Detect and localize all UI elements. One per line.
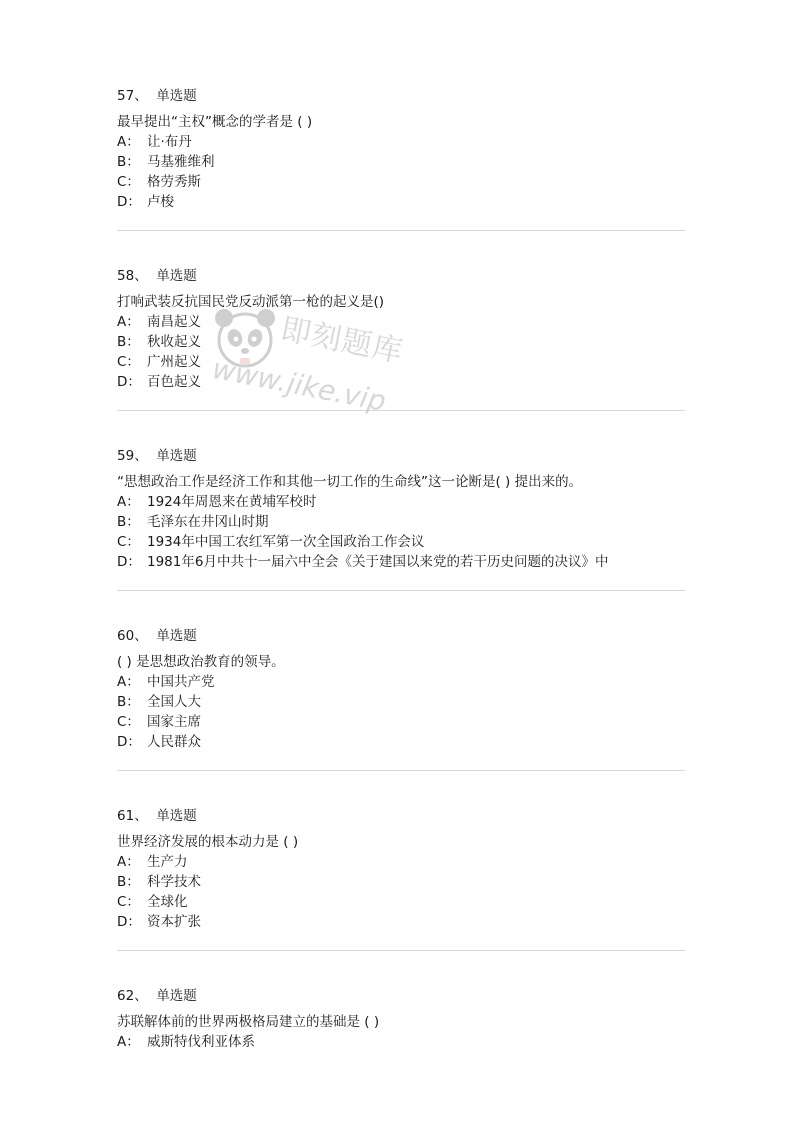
- option-letter: A：: [117, 854, 140, 870]
- question-header: [117, 626, 685, 646]
- question-divider: [117, 230, 685, 231]
- question-stem: 苏联解体前的世界两极格局建立的基础是 ( ): [117, 1014, 380, 1030]
- option-text: 科学技术: [147, 874, 201, 890]
- option-letter: D：: [117, 374, 141, 390]
- option-text: 人民群众: [147, 734, 201, 750]
- option-c[interactable]: [117, 352, 685, 372]
- option-letter: B：: [117, 874, 140, 890]
- option-b[interactable]: [117, 152, 685, 172]
- question-type: 单选题: [156, 88, 197, 104]
- option-a[interactable]: [117, 492, 685, 512]
- question-number: 60: [117, 628, 135, 644]
- option-letter: C：: [117, 894, 140, 910]
- question-stem: 打响武装反抗国民党反动派第一枪的起义是(): [117, 294, 385, 310]
- option-letter: B：: [117, 514, 140, 530]
- option-letter: C：: [117, 174, 140, 190]
- option-letter: A：: [117, 494, 140, 510]
- question-separator: 、: [134, 268, 148, 284]
- question-58: [117, 266, 685, 392]
- question-59: [117, 446, 685, 572]
- option-letter: A：: [117, 314, 140, 330]
- option-letter: A：: [117, 134, 140, 150]
- option-c[interactable]: [117, 892, 685, 912]
- option-text: 国家主席: [147, 714, 201, 730]
- question-header: [117, 986, 685, 1006]
- option-text: 全球化: [147, 894, 188, 910]
- question-type: 单选题: [156, 988, 197, 1004]
- question-separator: 、: [134, 88, 148, 104]
- option-text: 生产力: [147, 854, 188, 870]
- option-letter: B：: [117, 154, 140, 170]
- question-number: 57: [117, 88, 135, 104]
- option-d[interactable]: [117, 192, 685, 212]
- question-separator: 、: [134, 448, 148, 464]
- option-letter: D：: [117, 194, 141, 210]
- option-b[interactable]: [117, 692, 685, 712]
- option-letter: A：: [117, 1034, 140, 1050]
- question-number: 59: [117, 448, 135, 464]
- option-a[interactable]: [117, 672, 685, 692]
- option-letter: C：: [117, 714, 140, 730]
- option-c[interactable]: [117, 712, 685, 732]
- question-header: [117, 266, 685, 286]
- question-stem: 世界经济发展的根本动力是 ( ): [117, 834, 299, 850]
- option-text: 卢梭: [147, 194, 174, 210]
- question-divider: [117, 590, 685, 591]
- question-divider: [117, 950, 685, 951]
- option-text: 南昌起义: [147, 314, 201, 330]
- question-stem: ( ) 是思想政治教育的领导。: [117, 654, 285, 670]
- option-text: 1934年中国工农红军第一次全国政治工作会议: [147, 534, 425, 550]
- option-a[interactable]: [117, 1032, 685, 1052]
- question-number: 61: [117, 808, 135, 824]
- option-d[interactable]: [117, 732, 685, 752]
- option-letter: B：: [117, 334, 140, 350]
- option-letter: A：: [117, 674, 140, 690]
- question-57: [117, 86, 685, 212]
- option-text: 秋收起义: [147, 334, 201, 350]
- option-text: 全国人大: [147, 694, 201, 710]
- question-type: 单选题: [156, 448, 197, 464]
- watermark-url: www.jike.vip: [209, 352, 389, 418]
- option-b[interactable]: [117, 332, 685, 352]
- option-c[interactable]: [117, 172, 685, 192]
- question-stem: “思想政治工作是经济工作和其他一切工作的生命线”这一论断是( ) 提出来的。: [117, 474, 583, 490]
- option-text: 1981年6月中共十一届六中全会《关于建国以来党的若干历史问题的决议》中: [147, 554, 609, 570]
- option-text: 中国共产党: [147, 674, 215, 690]
- option-c[interactable]: [117, 532, 685, 552]
- option-d[interactable]: [117, 552, 685, 572]
- option-letter: B：: [117, 694, 140, 710]
- question-type: 单选题: [156, 268, 197, 284]
- question-header: [117, 86, 685, 106]
- question-header: [117, 446, 685, 466]
- question-number: 58: [117, 268, 135, 284]
- question-separator: 、: [134, 808, 148, 824]
- option-a[interactable]: [117, 312, 685, 332]
- option-text: 马基雅维利: [147, 154, 215, 170]
- question-divider: [117, 770, 685, 771]
- option-a[interactable]: [117, 852, 685, 872]
- option-letter: D：: [117, 554, 141, 570]
- question-60: [117, 626, 685, 752]
- question-stem: 最早提出“主权”概念的学者是 ( ): [117, 114, 313, 130]
- option-text: 让·布丹: [147, 134, 192, 150]
- option-letter: D：: [117, 734, 141, 750]
- option-text: 资本扩张: [147, 914, 201, 930]
- question-62: [117, 986, 685, 1052]
- question-type: 单选题: [156, 808, 197, 824]
- option-d[interactable]: [117, 912, 685, 932]
- option-text: 1924年周恩来在黄埔军校时: [147, 494, 317, 510]
- option-letter: D：: [117, 914, 141, 930]
- option-text: 威斯特伐利亚体系: [147, 1034, 255, 1050]
- option-letter: C：: [117, 534, 140, 550]
- option-b[interactable]: [117, 512, 685, 532]
- question-number: 62: [117, 988, 135, 1004]
- question-header: [117, 806, 685, 826]
- option-text: 格劳秀斯: [147, 174, 201, 190]
- watermark-brand: 即刻题库: [277, 311, 407, 370]
- option-a[interactable]: [117, 132, 685, 152]
- option-text: 百色起义: [147, 374, 201, 390]
- option-text: 广州起义: [147, 354, 201, 370]
- option-letter: C：: [117, 354, 140, 370]
- option-b[interactable]: [117, 872, 685, 892]
- question-separator: 、: [134, 628, 148, 644]
- option-d[interactable]: [117, 372, 685, 392]
- question-separator: 、: [134, 988, 148, 1004]
- question-divider: [117, 410, 685, 411]
- question-61: [117, 806, 685, 932]
- option-text: 毛泽东在井冈山时期: [147, 514, 269, 530]
- question-type: 单选题: [156, 628, 197, 644]
